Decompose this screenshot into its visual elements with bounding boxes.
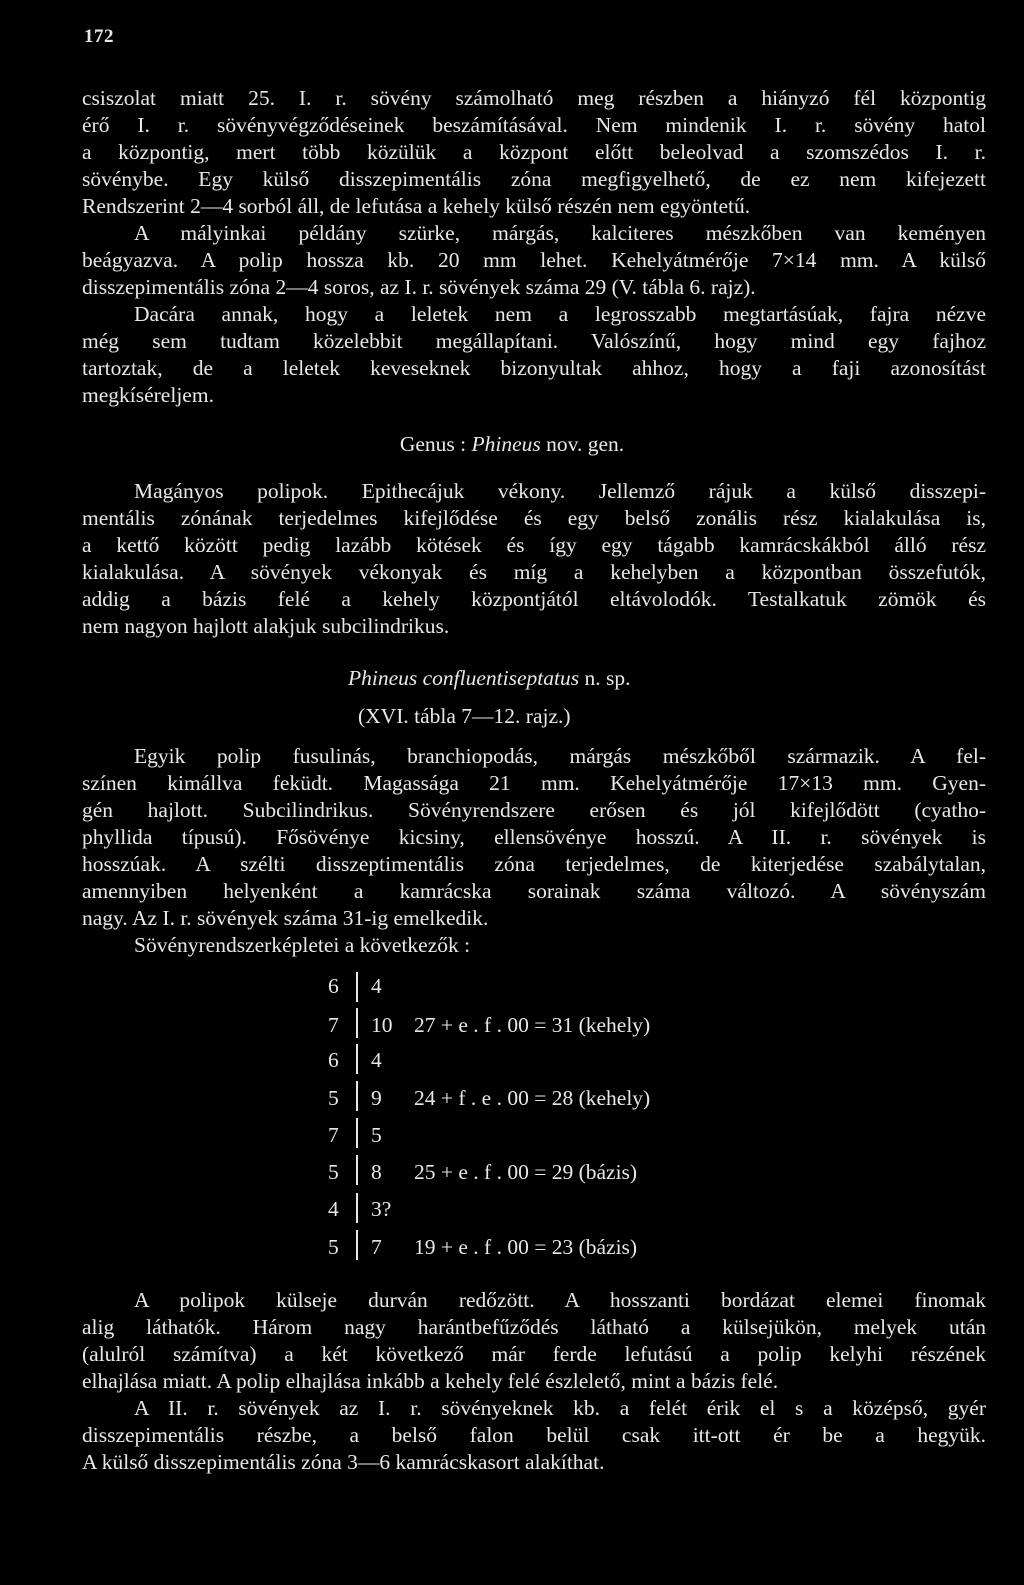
text-line: addig a bázis felé a kehely központjától eltávolodók. Testalkatuk zömök és	[82, 587, 986, 611]
formula-cell: 5	[371, 1123, 382, 1147]
text-line: phyllida típusú). Fősövénye kicsiny, ellensövénye hosszú. A II. r. sövények is	[82, 825, 986, 849]
formula-cell: 8	[371, 1160, 382, 1184]
text-line: Dacára annak, hogy a leletek nem a legrosszabb megtartásúak, fajra nézve	[134, 302, 986, 326]
formula-cell: 4	[371, 974, 382, 998]
formula-cell: 7	[371, 1235, 382, 1259]
text-line: elhajlása miatt. A polip elhajlása inkább a kehely felé észlelető, mint a bázis felé.	[82, 1369, 779, 1393]
formula-cell: 3?	[371, 1197, 392, 1221]
formula-expression: 24 + f . e . 00 = 28 (kehely)	[414, 1086, 651, 1110]
text-line: beágyazva. A polip hossza kb. 20 mm lehet. Kehelyátmérője 7×14 mm. A külső	[82, 248, 986, 272]
text-line: csiszolat miatt 25. I. r. sövény számolható meg részben a hiányzó fél központig	[82, 86, 986, 110]
text-line: Sövényrendszerképletei a következők :	[134, 933, 471, 957]
genus-prefix: Genus :	[399, 432, 472, 456]
formula-1-top	[304, 968, 764, 1004]
text-line: A külső disszepimentális zóna 3—6 kamrácskasort alakíthat.	[82, 1450, 605, 1474]
species-name: Phineus confluentiseptatus	[348, 666, 580, 690]
text-line: nem nagyon hajlott alakjuk subcilindrikus.	[82, 614, 450, 638]
text-line: a központig, mert több közülük a központ előtt beleolvad a szomszédos I. r.	[82, 140, 986, 164]
text-line: A polipok külseje durván redőzött. A hosszanti bordázat elemei finomak	[134, 1288, 986, 1312]
formula-cell: 4	[328, 1197, 339, 1221]
formula-4-top	[304, 1191, 764, 1227]
text-line: amennyiben helyenként a kamrácska sorainak száma változó. A sövényszám	[82, 879, 986, 903]
formula-expression: 19 + e . f . 00 = 23 (bázis)	[414, 1235, 638, 1259]
formula-cell: 5	[328, 1235, 339, 1259]
formula-cell: 7	[328, 1013, 339, 1037]
text-line: sövénybe. Egy külső disszepimentális zóna megfigyelhető, de ez nem kifejezett	[82, 167, 986, 191]
text-line: még sem tudtam közelebbit megállapítani. Valószínű, hogy mind egy fajhoz	[82, 329, 986, 353]
plate-reference: (XVI. tábla 7—12. rajz.)	[358, 704, 571, 728]
text-line: nagy. Az I. r. sövények száma 31-ig emelkedik.	[82, 906, 489, 930]
formula-2-top	[304, 1042, 764, 1078]
formula-4-bottom	[304, 1229, 764, 1265]
text-line: gén hajlott. Subcilindrikus. Sövényrendszere erősen és jól kifejlődött (cyatho-	[82, 798, 986, 822]
page-number: 172	[84, 26, 114, 47]
formula-1-bottom	[304, 1007, 764, 1043]
genus-name: Phineus	[471, 432, 541, 456]
text-line: a kettő között pedig lazább kötések és így egy tágabb kamrácskákból álló rész	[82, 533, 986, 557]
text-line: kialakulása. A sövények vékonyak és míg a kehelyben a központban összefutók,	[82, 560, 986, 584]
formula-cell: 5	[328, 1086, 339, 1110]
text-line: disszepimentális zóna 2—4 soros, az I. r. sövények száma 29 (V. tábla 6. rajz).	[82, 275, 756, 299]
formula-cell: 10	[371, 1013, 393, 1037]
formula-expression: 27 + e . f . 00 = 31 (kehely)	[414, 1013, 651, 1037]
formula-3-top	[304, 1117, 764, 1153]
text-line: színen kimállva feküdt. Magassága 21 mm. Kehelyátmérője 17×13 mm. Gyen-	[82, 771, 986, 795]
text-line: Rendszerint 2—4 sorból áll, de lefutása a kehely külső részén nem egyöntetű.	[82, 194, 751, 218]
species-suffix: n. sp.	[579, 666, 631, 690]
paragraph-block-4	[82, 1287, 986, 1476]
text-line: A II. r. sövények az I. r. sövényeknek kb. a felét érik el s a középső, gyér	[134, 1396, 986, 1420]
text-line: Egyik polip fusulinás, branchiopodás, márgás mészkőből származik. A fel-	[134, 744, 986, 768]
text-line: (alulról számítva) a két következő már ferde lefutású a polip kelyhi részének	[82, 1342, 986, 1366]
formula-2-bottom	[304, 1080, 764, 1116]
text-line: tartoztak, de a leletek keveseknek bizonyultak ahhoz, hogy a faji azonosítást	[82, 356, 986, 380]
formula-cell: 7	[328, 1123, 339, 1147]
formula-cell: 6	[328, 1048, 339, 1072]
text-line: disszepimentális részbe, a belső falon belül csak itt-ott ér be a hegyük.	[82, 1423, 986, 1447]
species-heading	[348, 665, 630, 692]
text-line: mentális zónának terjedelmes kifejlődése és egy belső zonális rész kialakulása is,	[82, 506, 986, 530]
text-line: érő I. r. sövényvégződéseinek beszámításával. Nem mindenik I. r. sövény hatol	[82, 113, 986, 137]
formula-3-bottom	[304, 1154, 764, 1190]
text-line: hosszúak. A szélti disszeptimentális zóna terjedelmes, de kiterjedése szabálytalan,	[82, 852, 986, 876]
text-line: alig láthatók. Három nagy harántbefűződés látható a külsejükön, melyek után	[82, 1315, 986, 1339]
formula-expression: 25 + e . f . 00 = 29 (bázis)	[414, 1160, 638, 1184]
paragraph-block-1	[82, 85, 986, 409]
paragraph-block-2	[82, 478, 986, 640]
formula-cell: 5	[328, 1160, 339, 1184]
formula-cell: 4	[371, 1048, 382, 1072]
text-line: Magányos polipok. Epithecájuk vékony. Jellemző rájuk a külső disszepi-	[134, 479, 986, 503]
text-line: megkíséreljem.	[82, 383, 214, 407]
text-line: A mályinkai példány szürke, márgás, kalciteres mészkőben van keményen	[134, 221, 986, 245]
formula-cell: 9	[371, 1086, 382, 1110]
genus-heading	[0, 431, 1024, 458]
formula-cell: 6	[328, 974, 339, 998]
paragraph-block-3	[82, 743, 986, 959]
genus-suffix: nov. gen.	[540, 432, 625, 456]
